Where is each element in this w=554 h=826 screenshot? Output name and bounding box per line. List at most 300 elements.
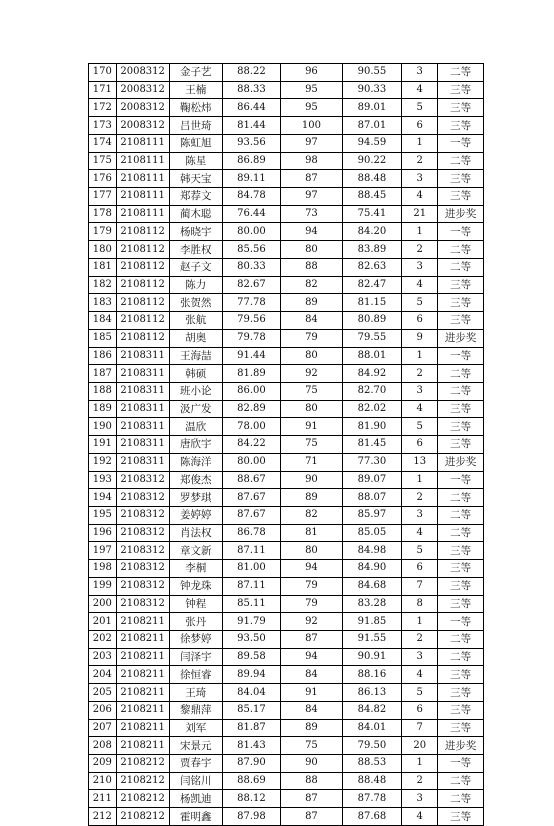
cell-rank: 9 xyxy=(402,329,438,347)
cell-student-name: 贾春宇 xyxy=(169,755,222,773)
cell-award: 三等 xyxy=(438,595,484,613)
table-row xyxy=(89,577,484,595)
cell-seq: 188 xyxy=(89,382,117,400)
cell-student-name: 鞠松炜 xyxy=(169,99,222,117)
cell-student-name: 杨凯迪 xyxy=(169,790,222,808)
cell-seq: 183 xyxy=(89,294,117,312)
cell-score-1: 76.44 xyxy=(222,205,280,223)
cell-student-name: 徐梦婷 xyxy=(169,631,222,649)
cell-total-score: 82.63 xyxy=(342,258,401,276)
cell-class-id: 2108312 xyxy=(116,506,169,524)
cell-score-2: 71 xyxy=(281,453,343,471)
cell-total-score: 80.89 xyxy=(342,312,401,330)
cell-seq: 170 xyxy=(89,64,117,82)
cell-seq: 208 xyxy=(89,737,117,755)
cell-total-score: 88.48 xyxy=(342,772,401,790)
cell-score-2: 92 xyxy=(281,365,343,383)
cell-score-1: 81.44 xyxy=(222,117,280,135)
cell-total-score: 81.45 xyxy=(342,436,401,454)
cell-score-2: 92 xyxy=(281,613,343,631)
cell-class-id: 2108211 xyxy=(116,613,169,631)
table-row xyxy=(89,613,484,631)
cell-seq: 212 xyxy=(89,808,117,826)
cell-seq: 201 xyxy=(89,613,117,631)
table-row xyxy=(89,170,484,188)
cell-score-2: 94 xyxy=(281,560,343,578)
cell-award: 二等 xyxy=(438,64,484,82)
cell-student-name: 张贺然 xyxy=(169,294,222,312)
cell-rank: 2 xyxy=(402,631,438,649)
cell-score-2: 100 xyxy=(281,117,343,135)
cell-class-id: 2108111 xyxy=(116,152,169,170)
cell-score-2: 90 xyxy=(281,471,343,489)
table-row xyxy=(89,453,484,471)
table-row xyxy=(89,808,484,826)
cell-total-score: 94.59 xyxy=(342,134,401,152)
cell-rank: 7 xyxy=(402,719,438,737)
cell-score-2: 80 xyxy=(281,347,343,365)
cell-award: 一等 xyxy=(438,613,484,631)
cell-seq: 199 xyxy=(89,577,117,595)
cell-rank: 3 xyxy=(402,258,438,276)
cell-seq: 202 xyxy=(89,631,117,649)
cell-award: 三等 xyxy=(438,684,484,702)
cell-award: 进步奖 xyxy=(438,737,484,755)
cell-seq: 185 xyxy=(89,329,117,347)
cell-total-score: 90.55 xyxy=(342,64,401,82)
cell-total-score: 87.01 xyxy=(342,117,401,135)
cell-student-name: 霍明鑫 xyxy=(169,808,222,826)
cell-class-id: 2108111 xyxy=(116,188,169,206)
cell-award: 二等 xyxy=(438,365,484,383)
table-row xyxy=(89,188,484,206)
cell-class-id: 2108212 xyxy=(116,790,169,808)
cell-score-2: 88 xyxy=(281,258,343,276)
cell-class-id: 2108211 xyxy=(116,631,169,649)
cell-score-1: 81.00 xyxy=(222,560,280,578)
cell-seq: 200 xyxy=(89,595,117,613)
cell-total-score: 85.97 xyxy=(342,506,401,524)
cell-seq: 196 xyxy=(89,524,117,542)
table-row xyxy=(89,719,484,737)
cell-rank: 4 xyxy=(402,666,438,684)
cell-student-name: 张航 xyxy=(169,312,222,330)
cell-rank: 20 xyxy=(402,737,438,755)
table-row xyxy=(89,666,484,684)
cell-class-id: 2108312 xyxy=(116,577,169,595)
cell-rank: 5 xyxy=(402,542,438,560)
cell-class-id: 2108312 xyxy=(116,595,169,613)
cell-score-1: 93.50 xyxy=(222,631,280,649)
cell-rank: 3 xyxy=(402,64,438,82)
table-row xyxy=(89,436,484,454)
cell-score-1: 91.44 xyxy=(222,347,280,365)
cell-rank: 4 xyxy=(402,808,438,826)
cell-rank: 2 xyxy=(402,772,438,790)
cell-score-2: 89 xyxy=(281,719,343,737)
cell-score-2: 95 xyxy=(281,99,343,117)
cell-award: 三等 xyxy=(438,436,484,454)
cell-rank: 6 xyxy=(402,560,438,578)
cell-seq: 173 xyxy=(89,117,117,135)
cell-score-2: 89 xyxy=(281,489,343,507)
cell-score-1: 80.00 xyxy=(222,223,280,241)
cell-award: 二等 xyxy=(438,241,484,259)
cell-class-id: 2108112 xyxy=(116,329,169,347)
cell-score-1: 88.12 xyxy=(222,790,280,808)
cell-student-name: 陈力 xyxy=(169,276,222,294)
cell-award: 二等 xyxy=(438,382,484,400)
cell-class-id: 2108312 xyxy=(116,524,169,542)
cell-class-id: 2108112 xyxy=(116,294,169,312)
cell-score-1: 87.98 xyxy=(222,808,280,826)
cell-award: 二等 xyxy=(438,506,484,524)
cell-seq: 184 xyxy=(89,312,117,330)
table-row xyxy=(89,560,484,578)
cell-student-name: 唐欣宇 xyxy=(169,436,222,454)
cell-rank: 1 xyxy=(402,347,438,365)
cell-score-1: 84.04 xyxy=(222,684,280,702)
cell-student-name: 王楠 xyxy=(169,81,222,99)
cell-total-score: 77.30 xyxy=(342,453,401,471)
cell-score-1: 84.22 xyxy=(222,436,280,454)
cell-score-2: 94 xyxy=(281,223,343,241)
table-row xyxy=(89,312,484,330)
cell-rank: 1 xyxy=(402,471,438,489)
cell-class-id: 2108112 xyxy=(116,223,169,241)
table-row xyxy=(89,241,484,259)
cell-rank: 2 xyxy=(402,365,438,383)
cell-seq: 176 xyxy=(89,170,117,188)
cell-score-1: 80.33 xyxy=(222,258,280,276)
table-row xyxy=(89,329,484,347)
cell-student-name: 王琦 xyxy=(169,684,222,702)
cell-student-name: 郑俊杰 xyxy=(169,471,222,489)
cell-total-score: 90.33 xyxy=(342,81,401,99)
cell-rank: 2 xyxy=(402,241,438,259)
table-row xyxy=(89,205,484,223)
cell-score-2: 96 xyxy=(281,64,343,82)
cell-class-id: 2108311 xyxy=(116,382,169,400)
cell-award: 三等 xyxy=(438,560,484,578)
cell-score-2: 79 xyxy=(281,329,343,347)
cell-class-id: 2108111 xyxy=(116,134,169,152)
cell-total-score: 84.92 xyxy=(342,365,401,383)
cell-total-score: 89.01 xyxy=(342,99,401,117)
cell-score-2: 79 xyxy=(281,595,343,613)
cell-total-score: 81.90 xyxy=(342,418,401,436)
cell-seq: 205 xyxy=(89,684,117,702)
cell-class-id: 2108211 xyxy=(116,737,169,755)
cell-score-2: 75 xyxy=(281,382,343,400)
cell-award: 三等 xyxy=(438,81,484,99)
cell-student-name: 吕世琦 xyxy=(169,117,222,135)
cell-total-score: 87.68 xyxy=(342,808,401,826)
cell-score-1: 85.56 xyxy=(222,241,280,259)
table-row xyxy=(89,755,484,773)
cell-seq: 189 xyxy=(89,400,117,418)
cell-seq: 211 xyxy=(89,790,117,808)
cell-student-name: 李桐 xyxy=(169,560,222,578)
cell-award: 进步奖 xyxy=(438,329,484,347)
cell-class-id: 2008312 xyxy=(116,64,169,82)
cell-rank: 1 xyxy=(402,134,438,152)
cell-rank: 3 xyxy=(402,648,438,666)
cell-rank: 6 xyxy=(402,117,438,135)
cell-total-score: 79.55 xyxy=(342,329,401,347)
cell-class-id: 2108211 xyxy=(116,684,169,702)
cell-total-score: 91.85 xyxy=(342,613,401,631)
cell-score-2: 82 xyxy=(281,506,343,524)
cell-total-score: 79.50 xyxy=(342,737,401,755)
table-row xyxy=(89,117,484,135)
cell-class-id: 2108312 xyxy=(116,471,169,489)
cell-score-2: 84 xyxy=(281,666,343,684)
cell-student-name: 张丹 xyxy=(169,613,222,631)
cell-score-1: 91.79 xyxy=(222,613,280,631)
cell-award: 二等 xyxy=(438,258,484,276)
cell-rank: 1 xyxy=(402,755,438,773)
cell-class-id: 2108112 xyxy=(116,241,169,259)
table-row xyxy=(89,365,484,383)
cell-score-2: 97 xyxy=(281,134,343,152)
cell-rank: 3 xyxy=(402,170,438,188)
cell-rank: 5 xyxy=(402,418,438,436)
cell-class-id: 2008312 xyxy=(116,81,169,99)
cell-score-1: 79.56 xyxy=(222,312,280,330)
cell-seq: 178 xyxy=(89,205,117,223)
table-row xyxy=(89,684,484,702)
cell-total-score: 88.45 xyxy=(342,188,401,206)
table-row xyxy=(89,152,484,170)
cell-score-2: 82 xyxy=(281,276,343,294)
cell-class-id: 2108211 xyxy=(116,701,169,719)
cell-score-2: 73 xyxy=(281,205,343,223)
cell-student-name: 杨晓宇 xyxy=(169,223,222,241)
cell-class-id: 2108211 xyxy=(116,666,169,684)
cell-seq: 174 xyxy=(89,134,117,152)
table-row xyxy=(89,400,484,418)
cell-score-2: 80 xyxy=(281,542,343,560)
cell-score-1: 88.67 xyxy=(222,471,280,489)
table-row xyxy=(89,418,484,436)
cell-score-1: 87.67 xyxy=(222,489,280,507)
cell-score-2: 80 xyxy=(281,241,343,259)
cell-score-2: 87 xyxy=(281,170,343,188)
table-row xyxy=(89,506,484,524)
cell-seq: 207 xyxy=(89,719,117,737)
cell-rank: 3 xyxy=(402,382,438,400)
cell-seq: 206 xyxy=(89,701,117,719)
cell-score-1: 89.58 xyxy=(222,648,280,666)
cell-award: 三等 xyxy=(438,99,484,117)
cell-total-score: 84.01 xyxy=(342,719,401,737)
cell-class-id: 2108311 xyxy=(116,418,169,436)
cell-score-2: 80 xyxy=(281,400,343,418)
cell-class-id: 2108311 xyxy=(116,365,169,383)
cell-student-name: 黎鼎萍 xyxy=(169,701,222,719)
cell-student-name: 金子艺 xyxy=(169,64,222,82)
cell-class-id: 2108312 xyxy=(116,560,169,578)
cell-total-score: 88.01 xyxy=(342,347,401,365)
cell-class-id: 2108311 xyxy=(116,347,169,365)
cell-class-id: 2108111 xyxy=(116,205,169,223)
cell-award: 进步奖 xyxy=(438,205,484,223)
cell-class-id: 2108311 xyxy=(116,436,169,454)
cell-student-name: 班小论 xyxy=(169,382,222,400)
cell-seq: 203 xyxy=(89,648,117,666)
cell-rank: 5 xyxy=(402,99,438,117)
cell-seq: 192 xyxy=(89,453,117,471)
cell-score-1: 87.11 xyxy=(222,577,280,595)
cell-award: 进步奖 xyxy=(438,453,484,471)
table-row xyxy=(89,772,484,790)
cell-total-score: 89.07 xyxy=(342,471,401,489)
cell-total-score: 82.47 xyxy=(342,276,401,294)
cell-class-id: 2108112 xyxy=(116,312,169,330)
cell-award: 三等 xyxy=(438,701,484,719)
cell-seq: 182 xyxy=(89,276,117,294)
cell-rank: 6 xyxy=(402,701,438,719)
cell-score-2: 81 xyxy=(281,524,343,542)
cell-total-score: 91.55 xyxy=(342,631,401,649)
cell-seq: 198 xyxy=(89,560,117,578)
cell-student-name: 闫铭川 xyxy=(169,772,222,790)
cell-score-2: 79 xyxy=(281,577,343,595)
table-row xyxy=(89,99,484,117)
cell-student-name: 陈海洋 xyxy=(169,453,222,471)
cell-award: 一等 xyxy=(438,134,484,152)
cell-student-name: 罗梦琪 xyxy=(169,489,222,507)
cell-score-1: 80.00 xyxy=(222,453,280,471)
cell-score-2: 75 xyxy=(281,436,343,454)
table-row xyxy=(89,595,484,613)
cell-total-score: 85.05 xyxy=(342,524,401,542)
cell-award: 一等 xyxy=(438,471,484,489)
cell-total-score: 83.89 xyxy=(342,241,401,259)
cell-rank: 7 xyxy=(402,577,438,595)
cell-score-1: 84.78 xyxy=(222,188,280,206)
cell-award: 三等 xyxy=(438,312,484,330)
cell-student-name: 闫泽宇 xyxy=(169,648,222,666)
cell-student-name: 李胜权 xyxy=(169,241,222,259)
cell-class-id: 2108212 xyxy=(116,755,169,773)
cell-student-name: 徐恒睿 xyxy=(169,666,222,684)
cell-student-name: 章文新 xyxy=(169,542,222,560)
cell-total-score: 84.68 xyxy=(342,577,401,595)
cell-score-2: 91 xyxy=(281,684,343,702)
cell-total-score: 82.02 xyxy=(342,400,401,418)
cell-score-1: 93.56 xyxy=(222,134,280,152)
cell-class-id: 2108112 xyxy=(116,258,169,276)
cell-total-score: 81.15 xyxy=(342,294,401,312)
cell-total-score: 82.70 xyxy=(342,382,401,400)
cell-score-1: 89.94 xyxy=(222,666,280,684)
cell-score-1: 78.00 xyxy=(222,418,280,436)
cell-seq: 180 xyxy=(89,241,117,259)
cell-score-1: 86.78 xyxy=(222,524,280,542)
cell-total-score: 84.90 xyxy=(342,560,401,578)
cell-award: 二等 xyxy=(438,489,484,507)
cell-total-score: 90.91 xyxy=(342,648,401,666)
cell-class-id: 2108212 xyxy=(116,772,169,790)
cell-class-id: 2108311 xyxy=(116,453,169,471)
cell-total-score: 90.22 xyxy=(342,152,401,170)
cell-rank: 2 xyxy=(402,152,438,170)
cell-total-score: 87.78 xyxy=(342,790,401,808)
cell-seq: 187 xyxy=(89,365,117,383)
table-row xyxy=(89,258,484,276)
cell-student-name: 陈星 xyxy=(169,152,222,170)
table-row xyxy=(89,64,484,82)
cell-student-name: 赵子文 xyxy=(169,258,222,276)
cell-award: 三等 xyxy=(438,542,484,560)
cell-score-1: 86.89 xyxy=(222,152,280,170)
cell-award: 一等 xyxy=(438,223,484,241)
cell-rank: 5 xyxy=(402,684,438,702)
cell-score-1: 81.89 xyxy=(222,365,280,383)
cell-seq: 172 xyxy=(89,99,117,117)
cell-seq: 197 xyxy=(89,542,117,560)
cell-student-name: 陈虹旭 xyxy=(169,134,222,152)
table-row xyxy=(89,524,484,542)
cell-rank: 4 xyxy=(402,524,438,542)
cell-total-score: 88.07 xyxy=(342,489,401,507)
cell-student-name: 韩硕 xyxy=(169,365,222,383)
cell-seq: 171 xyxy=(89,81,117,99)
cell-score-2: 95 xyxy=(281,81,343,99)
cell-award: 三等 xyxy=(438,418,484,436)
cell-score-1: 88.33 xyxy=(222,81,280,99)
cell-seq: 209 xyxy=(89,755,117,773)
table-row xyxy=(89,223,484,241)
cell-rank: 8 xyxy=(402,595,438,613)
table-row xyxy=(89,790,484,808)
cell-award: 三等 xyxy=(438,577,484,595)
table-row xyxy=(89,542,484,560)
cell-score-2: 87 xyxy=(281,631,343,649)
cell-student-name: 刘军 xyxy=(169,719,222,737)
cell-total-score: 84.82 xyxy=(342,701,401,719)
cell-score-2: 91 xyxy=(281,418,343,436)
table-row xyxy=(89,294,484,312)
table-row xyxy=(89,701,484,719)
cell-seq: 177 xyxy=(89,188,117,206)
cell-award: 一等 xyxy=(438,755,484,773)
cell-student-name: 钟程 xyxy=(169,595,222,613)
cell-award: 三等 xyxy=(438,666,484,684)
cell-score-1: 86.00 xyxy=(222,382,280,400)
cell-award: 二等 xyxy=(438,772,484,790)
cell-score-1: 87.67 xyxy=(222,506,280,524)
cell-seq: 181 xyxy=(89,258,117,276)
cell-rank: 6 xyxy=(402,312,438,330)
cell-rank: 2 xyxy=(402,489,438,507)
cell-class-id: 2108111 xyxy=(116,170,169,188)
cell-total-score: 88.53 xyxy=(342,755,401,773)
cell-student-name: 肖法权 xyxy=(169,524,222,542)
cell-rank: 3 xyxy=(402,790,438,808)
cell-award: 三等 xyxy=(438,188,484,206)
cell-score-2: 90 xyxy=(281,755,343,773)
table-row xyxy=(89,737,484,755)
cell-score-2: 88 xyxy=(281,772,343,790)
cell-seq: 179 xyxy=(89,223,117,241)
cell-score-1: 87.11 xyxy=(222,542,280,560)
cell-student-name: 宋景元 xyxy=(169,737,222,755)
cell-class-id: 2108212 xyxy=(116,808,169,826)
cell-award: 三等 xyxy=(438,276,484,294)
